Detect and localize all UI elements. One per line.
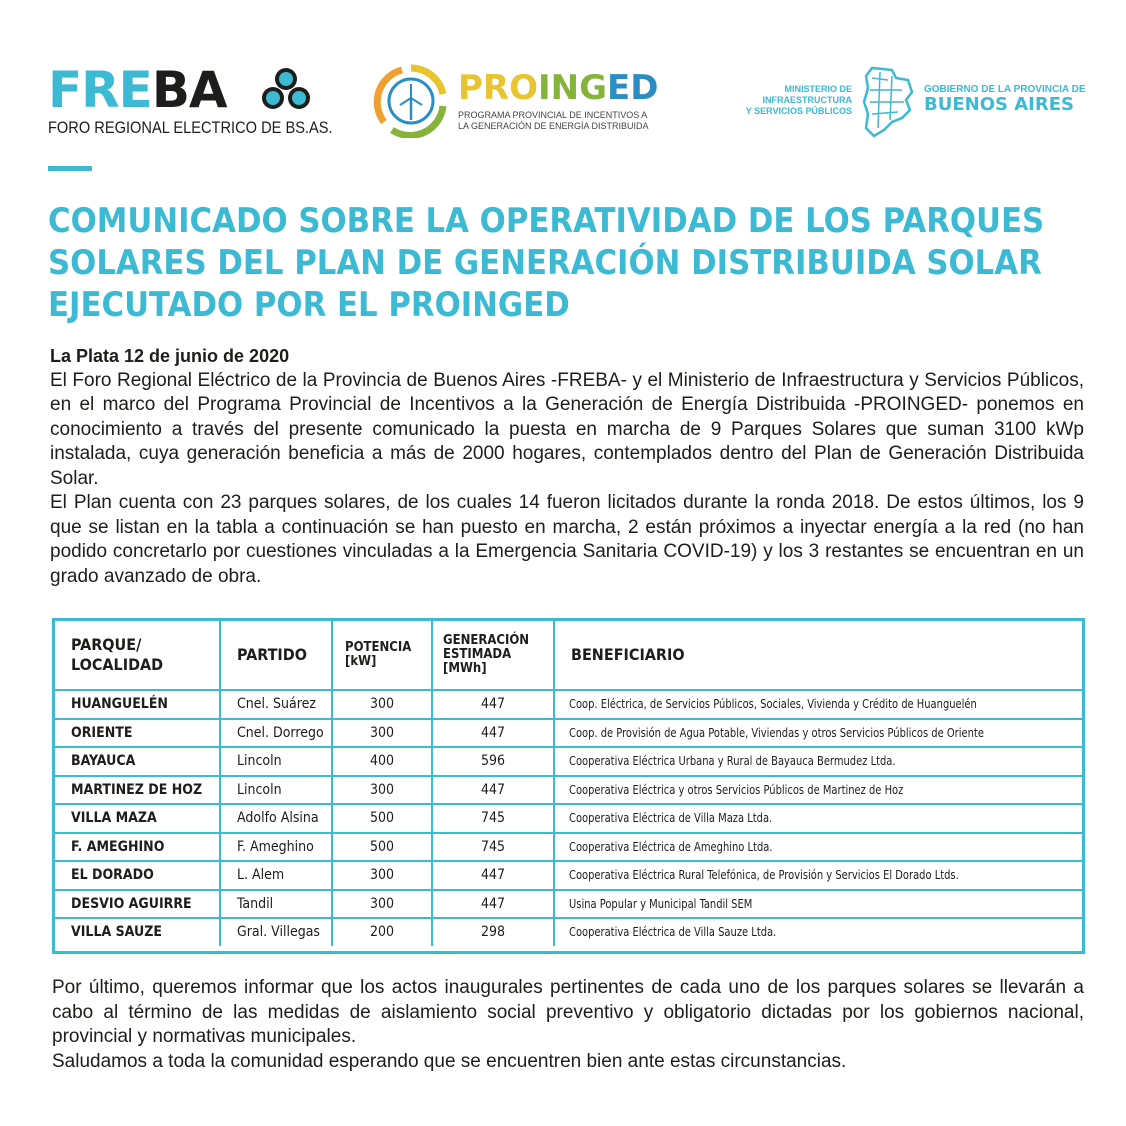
title-line: EJECUTADO POR EL PROINGED [48,285,570,325]
beneficiario-text: Coop. de Provisión de Agua Potable, Viviendas y otros Servicios Públicos de Oriente [569,725,984,740]
freba-wordmark: FREBA [48,61,227,119]
cell-partido: Lincoln [220,776,332,805]
cell-potencia: 300 [332,861,432,890]
cell-beneficiario [554,804,1082,833]
cell-potencia: 300 [332,690,432,719]
cell-potencia: 400 [332,747,432,776]
table-row [55,918,1082,946]
header-line: ESTIMADA [443,647,512,662]
header-parque [55,621,220,690]
cell-partido: F. Ameghino [220,833,332,862]
beneficiario-text: Usina Popular y Municipal Tandil SEM [569,896,753,911]
cell-generacion: 298 [432,918,554,946]
page-title [48,200,1045,326]
proinged-logo [372,64,659,144]
cell-potencia: 200 [332,918,432,946]
cell-parque: BAYAUCA [55,747,220,776]
ministerio-line: Y SERVICIOS PÚBLICOS [745,106,852,116]
proinged-subtitle-line: PROGRAMA PROVINCIAL DE INCENTIVOS A [458,110,648,120]
cell-parque: MARTINEZ DE HOZ [55,776,220,805]
cell-beneficiario [554,690,1082,719]
cell-parque: HUANGUELÉN [55,690,220,719]
cell-partido: Cnel. Suárez [220,690,332,719]
ministerio-line: MINISTERIO DE INFRAESTRUCTURA [762,84,852,105]
paragraph: Por último, queremos informar que los actos inaugurales pertinentes de cada uno de los parques solares se llevarán a cabo al término de las medidas de aislamiento social preventivo y obligatorio dictadas por los gobiernos nacional, provincial y normativas municipales. [52,977,1084,1047]
table-row [55,747,1082,776]
beneficiario-text: Cooperativa Eléctrica y otros Servicios Públicos de Martinez de Hoz [569,782,904,797]
cell-parque: EL DORADO [55,861,220,890]
header-line: [MWh] [443,661,487,676]
cell-partido: Gral. Villegas [220,918,332,946]
cell-parque: ORIENTE [55,719,220,748]
provincia-label: BUENOS AIRES [924,94,1074,115]
cell-generacion: 745 [432,833,554,862]
header-line: PARTIDO [237,645,307,664]
wind-turbine-icon [372,64,450,138]
header-beneficiario [554,621,1082,690]
cell-partido: Lincoln [220,747,332,776]
beneficiario-text: Cooperativa Eléctrica de Villa Sauze Ltda. [569,925,777,940]
accent-divider [48,166,92,171]
beneficiario-text: Cooperativa Eléctrica de Villa Maza Ltda. [569,811,773,826]
freba-logo [48,61,333,142]
freba-subtitle: FORO REGIONAL ELECTRICO DE BS.AS. [48,118,333,137]
cell-generacion: 596 [432,747,554,776]
beneficiario-text: Cooperativa Eléctrica Urbana y Rural de Bayauca Bermudez Ltda. [569,754,896,769]
title-line: SOLARES DEL PLAN DE GENERACIÓN DISTRIBUIDA SOLAR [48,243,1042,283]
header-line: GENERACIÓN [443,633,530,648]
cell-potencia: 300 [332,776,432,805]
cell-partido: Cnel. Dorrego [220,719,332,748]
cell-potencia: 300 [332,890,432,919]
parks-table [52,618,1085,954]
table-row [55,833,1082,862]
cell-beneficiario [554,776,1082,805]
cell-parque: VILLA MAZA [55,804,220,833]
dateline: La Plata 12 de junio de 2020 [50,346,290,366]
table-row [55,690,1082,719]
table-row [55,861,1082,890]
table-row [55,804,1082,833]
ministerio-label [700,84,852,117]
cell-parque: DESVIO AGUIRRE [55,890,220,919]
header-generacion [432,621,554,690]
cell-partido: Tandil [220,890,332,919]
header-line: POTENCIA [345,640,412,655]
paragraph: El Plan cuenta con 23 parques solares, de los cuales 14 fueron licitados durante la ronda 2018. De estos últimos, los 9 que se listan en la tabla a continuación se han puesto en marcha, 2 están próximos a inyectar energía a la red (no han podido concretarlo por cuestiones vinculadas a la Emergencia Sanitaria COVID-19) y los 3 restantes se encuentran en un grado avanzado de obra. [50,492,1084,587]
table-row [55,719,1082,748]
cell-beneficiario [554,861,1082,890]
cell-parque: VILLA SAUZE [55,918,220,946]
header-line: LOCALIDAD [71,655,164,674]
gba-logo [700,64,1086,144]
cell-potencia: 500 [332,804,432,833]
gobierno-label: GOBIERNO DE LA PROVINCIA DE [924,84,1086,95]
beneficiario-text: Coop. Eléctrica, de Servicios Públicos, Sociales, Vivienda y Crédito de Huanguelén [569,697,977,712]
table-header-row [55,621,1082,690]
cell-generacion: 447 [432,861,554,890]
header-partido [220,621,332,690]
beneficiario-text: Cooperativa Eléctrica de Ameghino Ltda. [569,839,773,854]
province-map-icon [862,66,916,138]
table-row [55,890,1082,919]
cell-partido: L. Alem [220,861,332,890]
header-line: BENEFICIARIO [571,645,685,664]
cell-beneficiario [554,833,1082,862]
parks-table-grid [55,621,1082,946]
header-line: PARQUE/ [71,635,142,654]
cell-generacion: 447 [432,776,554,805]
cell-potencia: 500 [332,833,432,862]
header-potencia [332,621,432,690]
intro-section [50,344,1084,589]
proinged-wordmark: PROINGED [458,68,659,108]
proinged-subtitle [458,110,649,132]
cell-generacion: 745 [432,804,554,833]
freba-circles-icon [260,66,312,112]
beneficiario-text: Cooperativa Eléctrica Rural Telefónica, de Provisión y Servicios El Dorado Ltds. [569,868,959,883]
cell-beneficiario [554,918,1082,946]
header-line: [kW] [345,654,377,669]
cell-generacion: 447 [432,890,554,919]
paragraph: El Foro Regional Eléctrico de la Provincia de Buenos Aires -FREBA- y el Ministerio de Infraestructura y Servicios Públicos, en el marco del Programa Provincial de Incentivos a la Generación de Energía Distribuida -PROINGED- ponemos en conocimiento a través del presente comunicado la puesta en marcha de 9 Parques Solares que suman 3100 kWp instalada, cuya generación beneficia a más de 2000 hogares, contemplados dentro del Plan de Generación Distribuida Solar. [50,369,1084,489]
cell-beneficiario [554,747,1082,776]
cell-potencia: 300 [332,719,432,748]
cell-parque: F. AMEGHINO [55,833,220,862]
cell-generacion: 447 [432,690,554,719]
title-line: COMUNICADO SOBRE LA OPERATIVIDAD DE LOS PARQUES [48,201,1045,241]
proinged-subtitle-line: LA GENERACIÓN DE ENERGÍA DISTRIBUIDA [458,121,649,131]
cell-beneficiario [554,890,1082,919]
cell-generacion: 447 [432,719,554,748]
paragraph: Saludamos a toda la comunidad esperando que se encuentren bien ante estas circunstancias. [52,1050,847,1072]
table-row [55,776,1082,805]
closing-section [52,976,1084,1074]
cell-partido: Adolfo Alsina [220,804,332,833]
cell-beneficiario [554,719,1082,748]
